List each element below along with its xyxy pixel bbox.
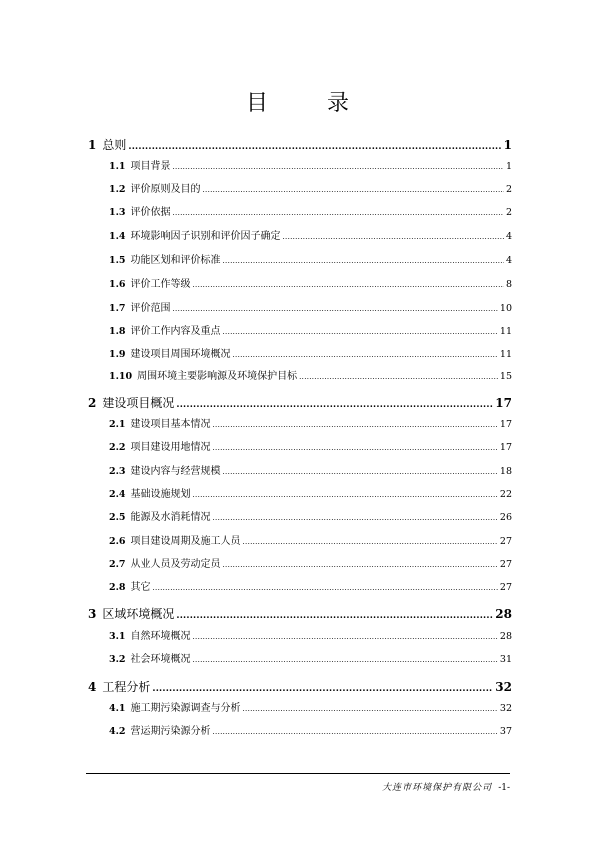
- toc-entry-number: 1.5: [109, 255, 126, 266]
- toc-section-entry[interactable]: [109, 699, 512, 714]
- toc-page-number: 4: [505, 231, 512, 242]
- toc-entry-number: 1.2: [109, 184, 126, 195]
- toc-leader-dots: [299, 374, 498, 381]
- toc-entry-number: 1.7: [109, 303, 126, 314]
- toc-entry-number: 2.5: [109, 512, 126, 523]
- toc-section-entry[interactable]: [109, 578, 512, 593]
- toc-entry-title: 环境影响因子识别和评价因子确定: [130, 231, 281, 242]
- toc-leader-dots: [223, 329, 498, 336]
- toc-entry-label: [109, 227, 281, 242]
- toc-leader-dots: [176, 612, 493, 621]
- toc-section-entry[interactable]: [109, 157, 512, 172]
- toc-chapter-entry[interactable]: [88, 605, 512, 622]
- toc-entry-label: [109, 578, 151, 593]
- toc-entry-title: 总则: [102, 138, 127, 152]
- toc-page-number: 28: [495, 607, 512, 621]
- toc-page-number: 10: [499, 303, 512, 314]
- toc-entry-number: 2.6: [109, 536, 126, 547]
- toc-entry-number: 1.8: [109, 326, 126, 337]
- toc-entry-number: 4: [88, 680, 97, 694]
- toc-section-entry[interactable]: [109, 462, 512, 477]
- toc-leader-dots: [243, 539, 498, 546]
- toc-entry-title: 施工期污染源调查与分析: [130, 703, 241, 714]
- toc-entry-title: 评价依据: [130, 207, 171, 218]
- toc-page-number: 32: [499, 703, 512, 714]
- toc-entry-title: 项目建设用地情况: [130, 442, 211, 453]
- toc-entry-title: 建设项目基本情况: [130, 419, 211, 430]
- toc-entry-number: 4.2: [109, 726, 126, 737]
- toc-page-number: 17: [499, 442, 512, 453]
- toc-entry-title: 能源及水消耗情况: [130, 512, 211, 523]
- toc-leader-dots: [243, 706, 498, 713]
- toc-page-number: 17: [495, 396, 512, 410]
- toc-entry-label: [88, 678, 150, 695]
- toc-leader-dots: [223, 258, 504, 265]
- toc-entry-label: [109, 203, 171, 218]
- toc-entry-title: 项目背景: [130, 161, 171, 172]
- toc-entry-label: [109, 322, 221, 337]
- toc-leader-dots: [176, 401, 493, 410]
- toc-entry-title: 从业人员及劳动定员: [130, 559, 221, 570]
- toc-section-entry[interactable]: [109, 722, 512, 737]
- toc-entry-label: [88, 136, 126, 153]
- toc-entry-title: 周围环境主要影响源及环境保护目标: [137, 371, 298, 382]
- page-title: 目 录: [246, 91, 375, 116]
- toc-entry-title: 社会环境概况: [130, 654, 191, 665]
- footer-page-number: -1-: [498, 783, 510, 793]
- toc-entry-number: 1.1: [109, 161, 126, 172]
- toc-entry-label: [88, 605, 174, 622]
- toc-page-number: 4: [505, 255, 512, 266]
- toc-entry-number: 2: [88, 396, 97, 410]
- toc-leader-dots: [193, 657, 498, 664]
- toc-leader-dots: [213, 729, 498, 736]
- toc-section-entry[interactable]: [109, 438, 512, 453]
- toc-entry-number: 2.1: [109, 419, 126, 430]
- toc-leader-dots: [152, 685, 493, 694]
- toc-page-number: 26: [499, 512, 512, 523]
- toc-entry-label: [109, 438, 211, 453]
- toc-entry-label: [109, 508, 211, 523]
- toc-leader-dots: [173, 210, 504, 217]
- toc-section-entry[interactable]: [109, 275, 512, 290]
- toc-entry-title: 功能区划和评价标准: [130, 255, 221, 266]
- toc-page-number: 1: [503, 138, 512, 152]
- toc-section-entry[interactable]: [109, 532, 512, 547]
- toc-entry-number: 1.6: [109, 279, 126, 290]
- toc-page-number: 32: [495, 680, 512, 694]
- toc-section-entry[interactable]: [109, 345, 512, 360]
- toc-section-entry[interactable]: [109, 367, 512, 382]
- toc-entry-title: 评价原则及目的: [130, 184, 201, 195]
- toc-entry-number: 1.9: [109, 349, 126, 360]
- toc-entry-label: [109, 415, 211, 430]
- toc-page-number: 11: [499, 326, 512, 337]
- toc-entry-number: 1: [88, 138, 97, 152]
- toc-page-number: 18: [499, 466, 512, 477]
- toc-page-number: 31: [499, 654, 512, 665]
- toc-chapter-entry[interactable]: [88, 678, 512, 695]
- toc-page-number: 15: [499, 371, 512, 382]
- toc-chapter-entry[interactable]: [88, 394, 512, 411]
- toc-section-entry[interactable]: [109, 251, 512, 266]
- toc-entry-title: 建设项目周围环境概况: [130, 349, 231, 360]
- toc-section-entry[interactable]: [109, 227, 512, 242]
- toc-page-number: 27: [499, 536, 512, 547]
- toc-entry-title: 评价工作等级: [130, 279, 191, 290]
- toc-entry-label: [109, 367, 297, 382]
- toc-page-number: 28: [499, 631, 512, 642]
- toc-page-number: 2: [505, 207, 512, 218]
- toc-leader-dots: [128, 143, 501, 152]
- toc-entry-number: 2.4: [109, 489, 126, 500]
- toc-entry-label: [109, 345, 231, 360]
- toc-entry-label: [109, 722, 211, 737]
- toc-chapter-entry[interactable]: [88, 136, 512, 153]
- toc-entry-title: 自然环境概况: [130, 631, 191, 642]
- toc-page-number: 1: [505, 161, 512, 172]
- toc-entry-title: 工程分析: [102, 680, 151, 694]
- toc-page-number: 27: [499, 582, 512, 593]
- toc-page-number: 17: [499, 419, 512, 430]
- toc-section-entry[interactable]: [109, 555, 512, 570]
- toc-entry-number: 4.1: [109, 703, 126, 714]
- toc-leader-dots: [213, 515, 498, 522]
- toc-entry-label: [109, 627, 191, 642]
- toc-entry-label: [88, 394, 174, 411]
- toc-entry-title: 其它: [130, 582, 151, 593]
- toc-leader-dots: [233, 352, 498, 359]
- toc-entry-title: 评价范围: [130, 303, 171, 314]
- toc-section-entry[interactable]: [109, 322, 512, 337]
- toc-leader-dots: [193, 492, 498, 499]
- toc-entry-label: [109, 299, 171, 314]
- toc-entry-title: 营运期污染源分析: [130, 726, 211, 737]
- toc-leader-dots: [223, 469, 498, 476]
- toc-entry-title: 评价工作内容及重点: [130, 326, 221, 337]
- toc-leader-dots: [203, 187, 504, 194]
- toc-page-number: 37: [499, 726, 512, 737]
- toc-entry-title: 基础设施规划: [130, 489, 191, 500]
- toc-page-number: 22: [499, 489, 512, 500]
- toc-page-number: 27: [499, 559, 512, 570]
- toc-entry-label: [109, 555, 221, 570]
- toc-entry-label: [109, 180, 201, 195]
- toc-entry-label: [109, 157, 171, 172]
- toc-entry-label: [109, 485, 191, 500]
- toc-entry-title: 建设项目概况: [102, 396, 175, 410]
- toc-entry-label: [109, 462, 221, 477]
- toc-entry-title: 项目建设周期及施工人员: [130, 536, 241, 547]
- toc-section-entry[interactable]: [109, 508, 512, 523]
- toc-section-entry[interactable]: [109, 415, 512, 430]
- toc-leader-dots: [223, 562, 498, 569]
- toc-page-number: 8: [505, 279, 512, 290]
- toc-entry-number: 1.4: [109, 231, 126, 242]
- toc-leader-dots: [193, 282, 504, 289]
- toc-entry-number: 1.10: [109, 371, 133, 382]
- toc-section-entry[interactable]: [109, 650, 512, 665]
- toc-entry-number: 3.2: [109, 654, 126, 665]
- toc-entry-title: 区域环境概况: [102, 607, 175, 621]
- toc-page-number: 2: [505, 184, 512, 195]
- toc-leader-dots: [173, 164, 504, 171]
- toc-leader-dots: [193, 634, 498, 641]
- page-footer: [382, 780, 510, 793]
- toc-section-entry[interactable]: [109, 299, 512, 314]
- toc-leader-dots: [213, 445, 498, 452]
- toc-entry-label: [109, 532, 241, 547]
- toc-section-entry[interactable]: [109, 203, 512, 218]
- toc-entry-label: [109, 251, 221, 266]
- toc-entry-label: [109, 699, 241, 714]
- toc-entry-title: 建设内容与经营规模: [130, 466, 221, 477]
- toc-entry-number: 3.1: [109, 631, 126, 642]
- toc-page-number: 11: [499, 349, 512, 360]
- toc-section-entry[interactable]: [109, 627, 512, 642]
- toc-leader-dots: [173, 306, 498, 313]
- toc-entry-label: [109, 275, 191, 290]
- toc-leader-dots: [283, 234, 504, 241]
- toc-entry-number: 2.2: [109, 442, 126, 453]
- footer-divider: [86, 773, 510, 774]
- toc-leader-dots: [213, 422, 498, 429]
- toc-entry-number: 1.3: [109, 207, 126, 218]
- toc-entry-number: 2.8: [109, 582, 126, 593]
- toc-entry-number: 3: [88, 607, 97, 621]
- toc-entry-number: 2.3: [109, 466, 126, 477]
- toc-section-entry[interactable]: [109, 180, 512, 195]
- footer-company: 大连市环境保护有限公司: [382, 783, 493, 793]
- toc-leader-dots: [153, 585, 498, 592]
- toc-entry-label: [109, 650, 191, 665]
- toc-section-entry[interactable]: [109, 485, 512, 500]
- toc-entry-number: 2.7: [109, 559, 126, 570]
